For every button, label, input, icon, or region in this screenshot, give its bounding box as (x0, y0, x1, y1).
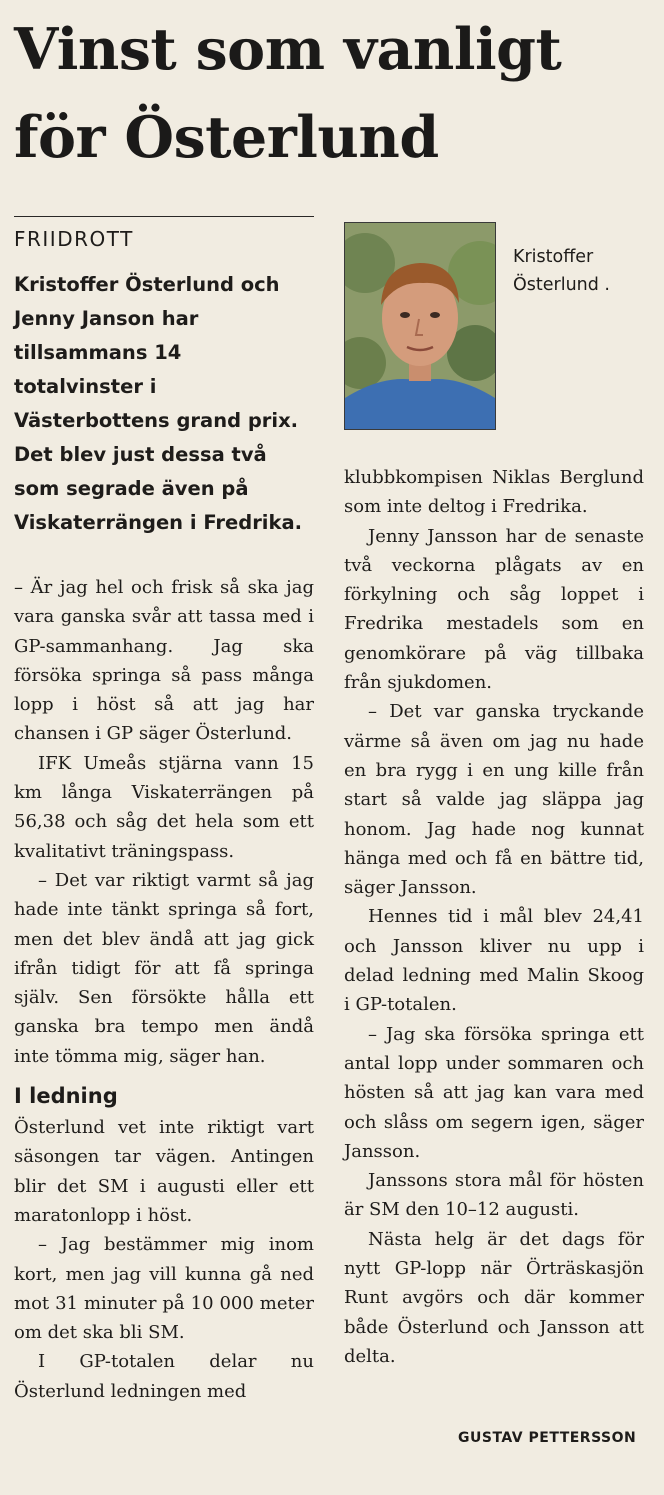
body-paragraph: IFK Umeås stjärna vann 15 km långa Viskaterrängen på 56,38 och såg det hela som ett kvalitativt träningspass. (14, 752, 314, 862)
left-column (14, 573, 314, 1406)
body-paragraph: – Det var riktigt varmt så jag hade inte tänkt springa så fort, men det blev ändå att jag gick ifrån tidigt för att få springa själv. Sen försökte hålla ett ganska bra tempo men ändå inte tömma mig, säger han. (14, 869, 314, 1067)
headline-line-2: för Österlund (14, 104, 439, 171)
byline: GUSTAV PETTERSSON (458, 1430, 637, 1446)
section-kicker: FRIIDROTT (14, 227, 134, 251)
body-paragraph: Nästa helg är det dags för nytt GP-lopp när Örträskasjön Runt avgörs och där kommer både Österlund och Jansson att delta. (344, 1228, 644, 1367)
body-paragraph: Österlund vet inte riktigt vart säsongen tar vägen. Antingen blir det SM i augusti eller ett maratonlopp i höst. (14, 1117, 314, 1226)
body-paragraph: Hennes tid i mål blev 24,41 och Jansson kliver nu upp i delad ledning med Malin Skoog i GP-totalen. (344, 906, 644, 1016)
subheading: I ledning (14, 1084, 118, 1109)
photo-caption: Kristoffer Österlund . (513, 247, 610, 295)
body-paragraph: – Är jag hel och frisk så ska jag vara ganska svår att tassa med i GP-sammanhang. Jag ska försöka springa så pass många lopp i höst så att jag har chansen i GP säger Österlund. (14, 577, 314, 745)
body-paragraph: klubbkompisen Niklas Berglund som inte deltog i Fredrika. (344, 467, 644, 518)
headline-line-1: Vinst som vanligt (14, 16, 562, 83)
right-column (344, 463, 644, 1371)
ingress: Kristoffer Österlund och Jenny Janson har tillsammans 14 totalvinster i Västerbottens grand prix. Det blev just dessa två som segrade även på Viskaterrängen i Fredrika. (14, 273, 303, 534)
section-rule (14, 216, 314, 217)
body-paragraph: – Jag ska försöka springa ett antal lopp under sommaren och hösten så att jag kan vara med och slåss om segern igen, säger Jansson. (344, 1023, 644, 1162)
portrait-illustration (345, 223, 495, 429)
body-paragraph: – Jag bestämmer mig inom kort, men jag vill kunna gå ned mot 31 minuter på 10 000 meter om det ska bli SM. (14, 1234, 314, 1344)
body-paragraph: I GP-totalen delar nu Österlund ledningen med (14, 1351, 314, 1402)
headline (14, 6, 654, 182)
body-paragraph: Jenny Jansson har de senaste två veckorna plågats av en förkylning och såg loppet i Fredrika mestadels som en genomkörare på väg tillbaka från sjukdomen. (344, 525, 644, 694)
portrait-photo (344, 222, 496, 430)
body-paragraph: Janssons stora mål för hösten är SM den 10–12 augusti. (344, 1170, 644, 1221)
body-paragraph: – Det var ganska tryckande värme så även om jag nu hade en bra rygg i en ung kille från start så valde jag släppa jag honom. Jag hade nog kunnat hänga med och få en bättre tid, säger Jansson. (344, 701, 644, 899)
